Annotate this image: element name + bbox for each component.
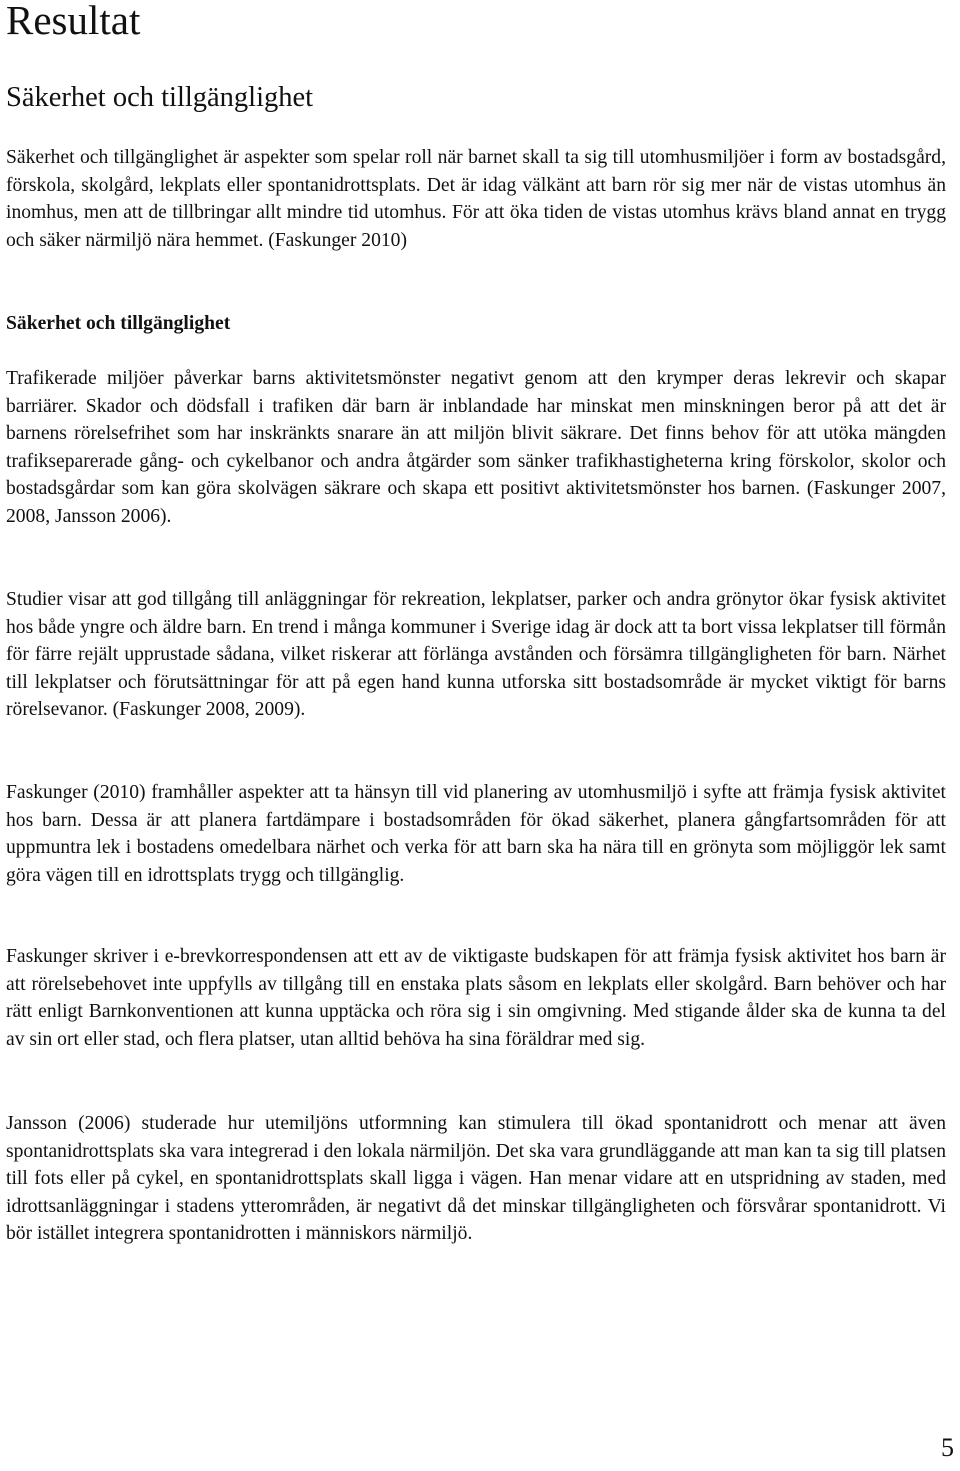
paragraph-intro: Säkerhet och tillgänglighet är aspekter som spelar roll när barnet skall ta sig till utomhusmiljöer i form av bostadsgård, förskola, skolgård, lekplats eller spontanidrottsplats. Det är idag välkänt att barn rör sig mer när de vistas utomhus än inomhus, men att de tillbringar allt mindre tid utomhus. För att öka tiden de vistas utomhus krävs bland annat en trygg och säker närmiljö nära hemmet. (Faskunger 2010) xyxy=(6,147,946,251)
page-number: 5 xyxy=(941,1433,954,1462)
paragraph-jansson: Jansson (2006) studerade hur utemiljöns utformning kan stimulera till ökad spontanidrott och menar att även spontanidrottsplats ska vara integrerad i den lokala närmiljön. Det ska vara grundläggande att man kan ta sig till platsen till fots eller på cykel, en spontanidrottsplats skall ligga i vägen. Han menar vidare att en utspridning av staden, med idrottsanläggningar i stadens ytterområden, är negativt då det minskar tillgängligheten och försvårar spontanidrott. Vi bör istället integrera spontanidrotten i människors närmiljö. xyxy=(6,1113,946,1244)
paragraph-traffic: Trafikerade miljöer påverkar barns aktivitetsmönster negativt genom att den krymper deras lekrevir och skapar barriärer. Skador och dödsfall i trafiken där barn är inblandade har minskat men minskningen beror på att det är barnens rörelsefrihet som har inskränkts snarare än att miljön blivit säkrare. Det finns behov för att utöka mängden trafikseparerade gång- och cykelbanor och andra åtgärder som sänker trafikhastigheterna kring förskolor, skolor och bostadsgårdar som kan göra skolvägen säkrare och skapa ett positivt aktivitetsmönster hos barnen. (Faskunger 2007, 2008, Jansson 2006). xyxy=(6,368,946,527)
subsection-heading: Säkerhet och tillgänglighet xyxy=(6,313,231,334)
paragraph-correspondence: Faskunger skriver i e-brevkorrespondensen att ett av de viktigaste budskapen för att främja fysisk aktivitet hos barn är att rörelsebehovet inte uppfylls av tillgång till en enstaka plats såsom en lekplats eller skolgård. Barn behöver och har rätt enligt Barnkonventionen att kunna upptäcka och röra sig i sin omgivning. Med stigande ålder ska de kunna ta del av sin ort eller stad, och flera platser, utan alltid behöva ha sina föräldrar med sig. xyxy=(6,946,946,1050)
paragraph-planning: Faskunger (2010) framhåller aspekter att ta hänsyn till vid planering av utomhusmiljö i syfte att främja fysisk aktivitet hos barn. Dessa är att planera fartdämpare i bostadsområden för ökad säkerhet, planera gångfartsområden för att uppmuntra lek i bostadens omedelbara närhet och verka för att barn ska ha nära till en grönyta som möjliggör lek samt göra vägen till en idrottsplats trygg och tillgänglig. xyxy=(6,782,946,886)
section-title: Säkerhet och tillgänglighet xyxy=(6,82,314,113)
paragraph-playgrounds: Studier visar att god tillgång till anläggningar för rekreation, lekplatser, parker och andra grönytor ökar fysisk aktivitet hos både yngre och äldre barn. En trend i många kommuner i Sverige idag är dock att ta bort vissa lekplatser till förmån för färre rejält upprustade sådana, vilket riskerar att förlänga avstånden och försämra tillgängligheten för barn. Närhet till lekplatser och förutsättningar för att på egen hand kunna utforska sitt bostadsområde är mycket viktigt för barns rörelsevanor. (Faskunger 2008, 2009). xyxy=(6,589,946,720)
page-title: Resultat xyxy=(6,0,141,43)
